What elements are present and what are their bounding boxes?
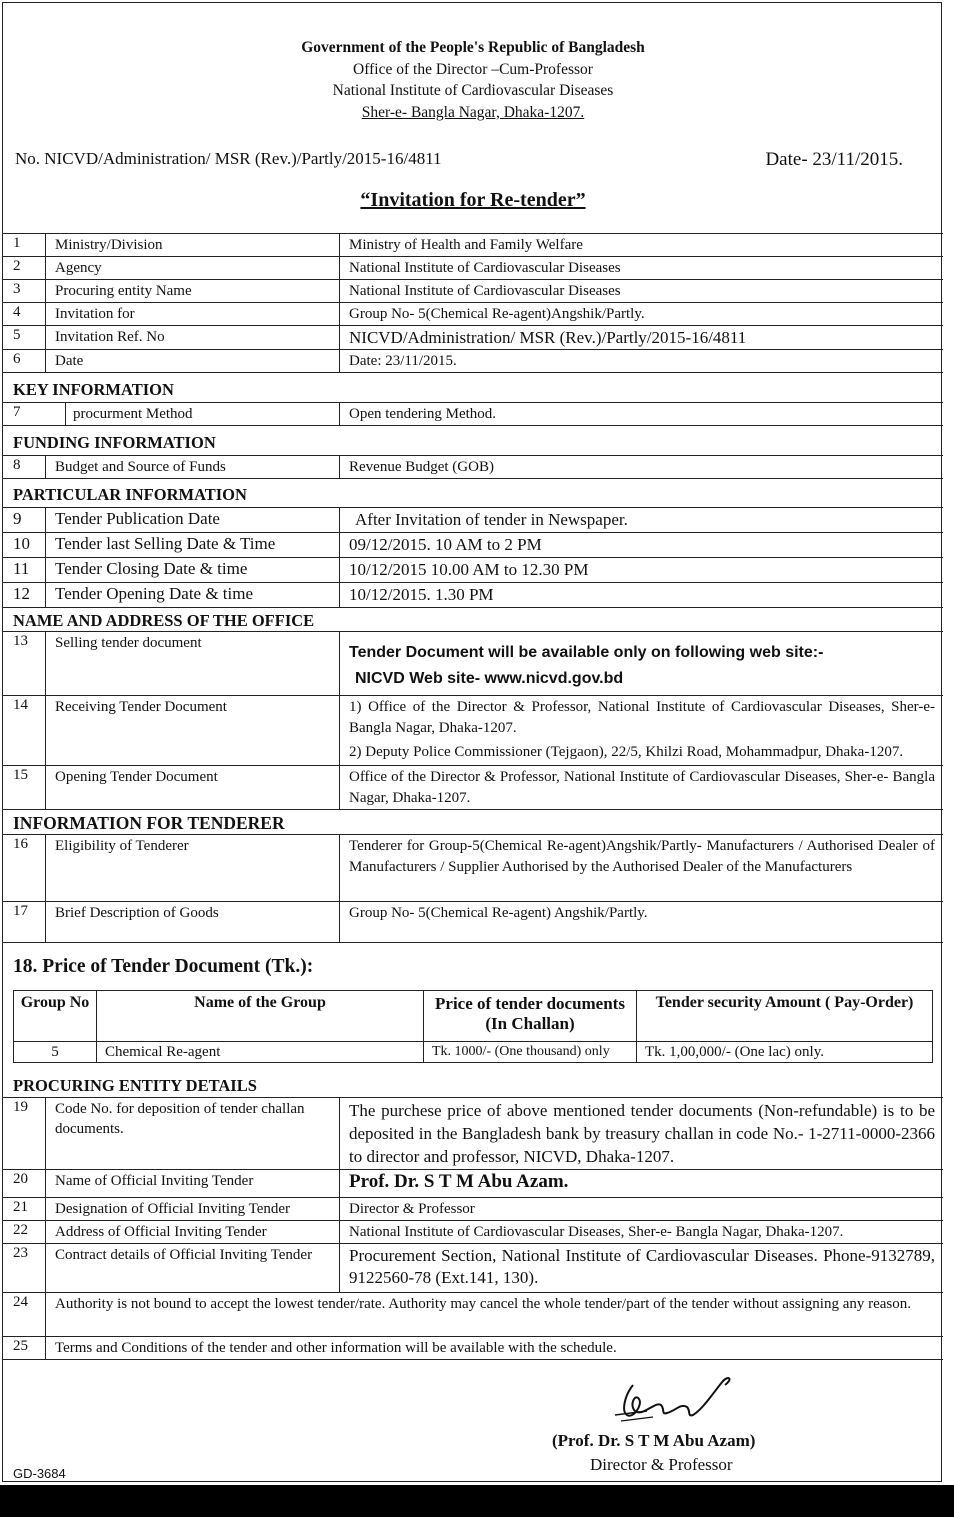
section-funding-information: FUNDING INFORMATION xyxy=(3,425,943,455)
row-number: 2 xyxy=(13,258,21,274)
row-number: 22 xyxy=(13,1222,28,1238)
table-row xyxy=(3,349,943,372)
price-table-header xyxy=(14,991,933,1042)
row-label: Receiving Tender Document xyxy=(55,699,227,715)
row-label: Tender Publication Date xyxy=(55,509,220,528)
cell-price: Tk. 1000/- (One thousand) only xyxy=(424,1042,637,1063)
row-value: Group No- 5(Chemical Re-agent)Angshik/Partly. xyxy=(349,306,645,322)
header-office: Office of the Director –Cum-Professor xyxy=(353,60,593,78)
row-value-police: 2) Deputy Police Commissioner (Tejgaon), 22/5, Khilzi Road, Mohammadpur, Dhaka-1207. xyxy=(349,744,904,760)
row-label: Tender Opening Date & time xyxy=(55,584,254,603)
price-table xyxy=(13,990,933,1063)
section-procuring-entity: PROCURING ENTITY DETAILS xyxy=(13,1076,257,1095)
col-group-no: Group No xyxy=(14,991,97,1042)
table-row xyxy=(3,557,943,582)
row-number: 14 xyxy=(13,697,28,713)
col-group-name: Name of the Group xyxy=(97,991,424,1042)
row-value-office: 1) Office of the Director & Professor, National Institute of Cardiovascular Diseases, Sher-e- Bangla Nagar, Dhaka-1207. xyxy=(349,699,935,736)
cell-group-name: Chemical Re-agent xyxy=(97,1042,424,1063)
row-value: Tenderer for Group-5(Chemical Re-agent)Angshik/Partly- Manufacturers / Authorised Dealer of Manufacturers / Supplier Authorised by the Authorised Dealer of the Manufacturers xyxy=(349,838,935,875)
row-value: After Invitation of tender in Newspaper. xyxy=(355,510,628,529)
row-value: Prof. Dr. S T M Abu Azam. xyxy=(349,1171,569,1192)
table-row xyxy=(3,302,943,325)
row-number: 3 xyxy=(13,281,21,297)
cell-security: Tk. 1,00,000/- (One lac) only. xyxy=(637,1042,933,1063)
row-label: Tender last Selling Date & Time xyxy=(55,534,276,553)
row-number: 11 xyxy=(13,559,30,578)
row-value: Open tendering Method. xyxy=(349,406,497,422)
table-row xyxy=(3,1169,943,1197)
table-row xyxy=(3,582,943,607)
row-number: 1 xyxy=(13,235,21,251)
document-code: GD-3684 xyxy=(13,1466,66,1481)
table-row xyxy=(3,1220,943,1243)
row-number: 13 xyxy=(13,633,28,649)
row-value: Office of the Director & Professor, National Institute of Cardiovascular Diseases, Sher-e- Bangla Nagar, Dhaka-1207. xyxy=(349,769,935,806)
row-value: National Institute of Cardiovascular Diseases xyxy=(349,283,621,299)
row-value-website: NICVD Web site- www.nicvd.gov.bd xyxy=(355,670,624,687)
signatory-name: (Prof. Dr. S T M Abu Azam) xyxy=(552,1431,756,1450)
row-label: Invitation Ref. No xyxy=(55,329,165,345)
signatory-designation: Director & Professor xyxy=(590,1455,733,1474)
letterhead xyxy=(3,37,943,123)
table-row xyxy=(3,233,943,256)
row-number: 24 xyxy=(13,1294,28,1310)
row-label: Ministry/Division xyxy=(55,237,163,253)
row-number: 7 xyxy=(13,404,21,420)
row-number: 16 xyxy=(13,836,28,852)
row-label: Opening Tender Document xyxy=(55,769,218,785)
row-value: The purchese price of above mentioned tender documents (Non-refundable) is to be deposited in the Bangladesh bank by treasury challan in code No.- 1-2711-0000-2366 to director and professor, NICVD, Dhaka-1207. xyxy=(349,1101,935,1166)
table-row xyxy=(3,1292,943,1336)
row-label: Code No. for deposition of tender challan documents. xyxy=(55,1101,305,1137)
row-value: Procurement Section, National Institute of Cardiovascular Diseases. Phone-9132789, 9122560-78 (Ext.141, 130). xyxy=(349,1246,935,1287)
row-number: 19 xyxy=(13,1099,28,1115)
cell-group-no: 5 xyxy=(14,1042,97,1063)
table-row xyxy=(3,507,943,532)
table-row xyxy=(3,765,943,809)
row-number: 6 xyxy=(13,351,21,367)
table-row xyxy=(3,695,943,765)
table-row xyxy=(3,834,943,901)
row-label: Invitation for xyxy=(55,306,135,322)
row-label: Address of Official Inviting Tender xyxy=(55,1224,267,1240)
procuring-entity-table xyxy=(3,1097,943,1360)
row-label: Agency xyxy=(55,260,102,276)
header-institute: National Institute of Cardiovascular Diseases xyxy=(332,82,614,99)
row-number: 23 xyxy=(13,1245,28,1261)
row-value: National Institute of Cardiovascular Diseases, Sher-e- Bangla Nagar, Dhaka-1207. xyxy=(349,1224,844,1240)
row-value: Authority is not bound to accept the lowest tender/rate. Authority may cancel the whole tender/part of the tender without assigning any reason. xyxy=(55,1296,912,1312)
section-particular-information: PARTICULAR INFORMATION xyxy=(3,478,943,507)
notice-date: Date- 23/11/2015. xyxy=(765,149,903,170)
row-number: 15 xyxy=(13,767,28,783)
table-row xyxy=(3,455,943,478)
row-value: Date: 23/11/2015. xyxy=(349,353,457,369)
row-value-web-availability: Tender Document will be available only on following web site:- xyxy=(349,644,824,661)
row-number: 4 xyxy=(13,304,21,320)
table-row xyxy=(3,256,943,279)
row-label: Brief Description of Goods xyxy=(55,905,219,921)
table-row xyxy=(3,1243,943,1292)
row-number: 20 xyxy=(13,1171,28,1187)
row-number: 12 xyxy=(13,584,30,603)
table-row xyxy=(3,325,943,349)
table-row xyxy=(3,1336,943,1360)
row-value: Group No- 5(Chemical Re-agent) Angshik/Partly. xyxy=(349,905,648,921)
row-number: 21 xyxy=(13,1199,28,1215)
row-number: 8 xyxy=(13,457,21,473)
table-row xyxy=(14,1042,933,1063)
row-value: Terms and Conditions of the tender and other information will be available with the schedule. xyxy=(55,1340,617,1356)
price-section-heading: 18. Price of Tender Document (Tk.): xyxy=(13,956,314,977)
signature xyxy=(563,1371,923,1436)
signature-mark xyxy=(563,1371,763,1431)
row-label: Budget and Source of Funds xyxy=(55,459,226,475)
table-row xyxy=(3,279,943,302)
row-value: Revenue Budget (GOB) xyxy=(349,459,494,475)
row-number: 5 xyxy=(13,327,21,343)
table-row xyxy=(3,532,943,557)
tender-notice-page xyxy=(2,2,942,1482)
row-label: Date xyxy=(55,353,84,369)
row-label: Tender Closing Date & time xyxy=(55,559,248,578)
section-tenderer-information: INFORMATION FOR TENDERER xyxy=(3,809,943,834)
col-price: Price of tender documents (In Challan) xyxy=(424,991,637,1042)
reference-number: No. NICVD/Administration/ MSR (Rev.)/Partly/2015-16/4811 xyxy=(15,149,442,168)
header-government: Government of the People's Republic of Bangladesh xyxy=(301,39,645,56)
row-value: NICVD/Administration/ MSR (Rev.)/Partly/2015-16/4811 xyxy=(349,328,747,347)
row-number: 9 xyxy=(13,509,22,528)
header-address: Sher-e- Bangla Nagar, Dhaka-1207. xyxy=(361,103,585,121)
row-label: Contract details of Official Inviting Tender xyxy=(55,1247,313,1263)
row-label: procurment Method xyxy=(73,406,193,422)
tender-info-table xyxy=(3,233,943,943)
row-value: 09/12/2015. 10 AM to 2 PM xyxy=(349,535,542,554)
row-label: Eligibility of Tenderer xyxy=(55,838,189,854)
section-key-information: KEY INFORMATION xyxy=(3,372,943,402)
row-value: Director & Professor xyxy=(349,1201,475,1217)
row-label: Selling tender document xyxy=(55,635,202,651)
row-number: 25 xyxy=(13,1338,28,1354)
row-label: Procuring entity Name xyxy=(55,283,192,299)
row-number: 17 xyxy=(13,903,28,919)
row-value: 10/12/2015 10.00 AM to 12.30 PM xyxy=(349,560,589,579)
row-value: National Institute of Cardiovascular Diseases xyxy=(349,260,621,276)
table-row xyxy=(3,402,943,425)
row-value: Ministry of Health and Family Welfare xyxy=(349,237,583,253)
row-label: Name of Official Inviting Tender xyxy=(55,1173,254,1189)
notice-title: “Invitation for Re-tender” xyxy=(360,189,586,211)
table-row xyxy=(3,1097,943,1169)
table-row xyxy=(3,631,943,695)
row-label: Designation of Official Inviting Tender xyxy=(55,1201,291,1217)
section-office-address: NAME AND ADDRESS OF THE OFFICE xyxy=(3,607,943,631)
row-value: 10/12/2015. 1.30 PM xyxy=(349,585,494,604)
table-row xyxy=(3,1197,943,1220)
bottom-bar xyxy=(0,1485,954,1517)
col-security: Tender security Amount ( Pay-Order) xyxy=(637,991,933,1042)
row-number: 10 xyxy=(13,534,30,553)
table-row xyxy=(3,901,943,943)
